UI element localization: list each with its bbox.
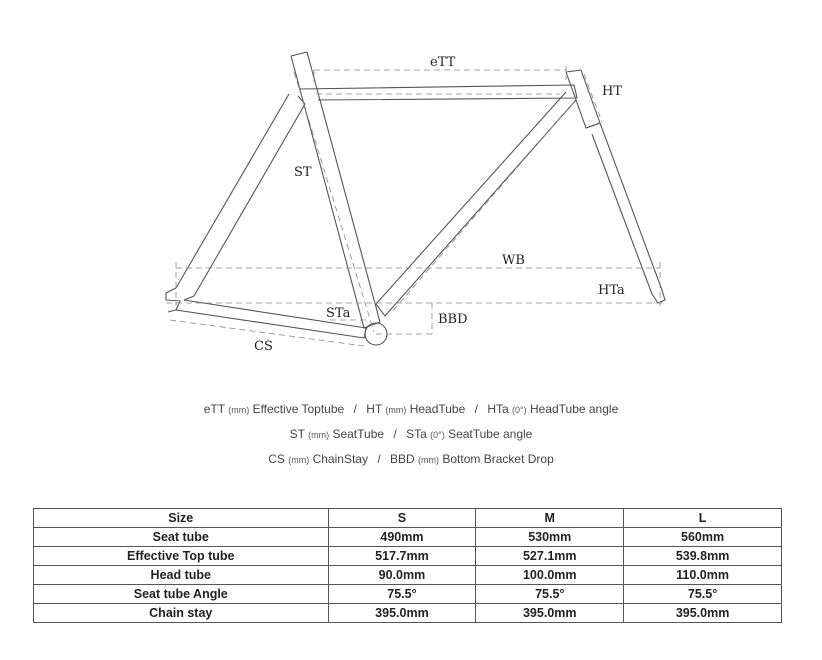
head-tube	[566, 70, 600, 128]
table-cell: Seat tube Angle	[34, 585, 329, 604]
table-cell: 75.5°	[624, 585, 782, 604]
geometry-dimension-lines	[166, 66, 662, 346]
hta-label: HTa	[598, 283, 625, 298]
table-header-row	[34, 509, 782, 528]
legend-separator: /	[377, 452, 381, 466]
legend-name: HeadTube angle	[529, 402, 619, 416]
table-row	[34, 566, 782, 585]
table-row	[34, 547, 782, 566]
legend-separator: /	[353, 402, 357, 416]
legend-abbr: HTa	[487, 402, 509, 416]
legend-unit: (mm)	[418, 455, 440, 465]
cs-label: CS	[254, 339, 273, 354]
legend-separator: /	[474, 402, 478, 416]
st-label: ST	[294, 165, 312, 180]
legend-abbr: ST	[289, 427, 305, 441]
legend-name: SeatTube	[332, 427, 385, 441]
wb-label: WB	[502, 253, 525, 268]
table-header-cell: L	[624, 509, 782, 528]
seat-tube	[291, 52, 380, 328]
seat-stay	[184, 96, 305, 300]
table-row	[34, 585, 782, 604]
legend-line-2	[0, 427, 822, 441]
table-cell: 395.0mm	[328, 604, 476, 623]
legend-name: HeadTube	[409, 402, 466, 416]
legend-unit: (0°)	[430, 430, 445, 440]
table-row	[34, 604, 782, 623]
legend-line-3	[0, 452, 822, 466]
legend-unit: (mm)	[308, 430, 330, 440]
ett-label: eTT	[430, 55, 456, 70]
legend-abbr: CS	[268, 452, 285, 466]
table-cell: Effective Top tube	[34, 547, 329, 566]
top-tube	[300, 85, 577, 100]
legend-unit: (0°)	[512, 405, 527, 415]
table-cell: Chain stay	[34, 604, 329, 623]
table-cell: 395.0mm	[476, 604, 624, 623]
bbd-label: BBD	[438, 312, 468, 327]
down-tube	[376, 92, 576, 316]
table-cell: 90.0mm	[328, 566, 476, 585]
legend-unit: (mm)	[385, 405, 407, 415]
legend-abbr: eTT	[203, 402, 225, 416]
table-cell: 75.5°	[476, 585, 624, 604]
rear-dropout	[166, 288, 180, 312]
fork	[586, 123, 665, 303]
ht-label: HT	[602, 84, 623, 99]
table-cell: 530mm	[476, 528, 624, 547]
table-row	[34, 528, 782, 547]
legend-abbr: HT	[366, 402, 382, 416]
table-cell: 100.0mm	[476, 566, 624, 585]
table-cell: 517.7mm	[328, 547, 476, 566]
legend-name: Bottom Bracket Drop	[442, 452, 554, 466]
legend-abbr: BBD	[390, 452, 415, 466]
legend-unit: (mm)	[228, 405, 250, 415]
sta-label: STa	[326, 306, 351, 321]
legend-name: Effective Toptube	[252, 402, 345, 416]
legend-name: ChainStay	[312, 452, 368, 466]
legend-name: SeatTube angle	[448, 427, 533, 441]
table-cell: 395.0mm	[624, 604, 782, 623]
table-header-cell: Size	[34, 509, 329, 528]
legend-abbr: STa	[406, 427, 427, 441]
table-header-cell: S	[328, 509, 476, 528]
legend-separator: /	[393, 427, 397, 441]
table-cell: 490mm	[328, 528, 476, 547]
table-cell: 527.1mm	[476, 547, 624, 566]
table-cell: 75.5°	[328, 585, 476, 604]
geometry-table	[33, 508, 782, 623]
table-cell: Head tube	[34, 566, 329, 585]
legend-unit: (mm)	[288, 455, 310, 465]
legend-line-1	[0, 402, 822, 416]
table-cell: 110.0mm	[624, 566, 782, 585]
table-header-cell: M	[476, 509, 624, 528]
table-cell: 539.8mm	[624, 547, 782, 566]
frame-outline	[166, 52, 665, 345]
table-cell: Seat tube	[34, 528, 329, 547]
table-cell: 560mm	[624, 528, 782, 547]
